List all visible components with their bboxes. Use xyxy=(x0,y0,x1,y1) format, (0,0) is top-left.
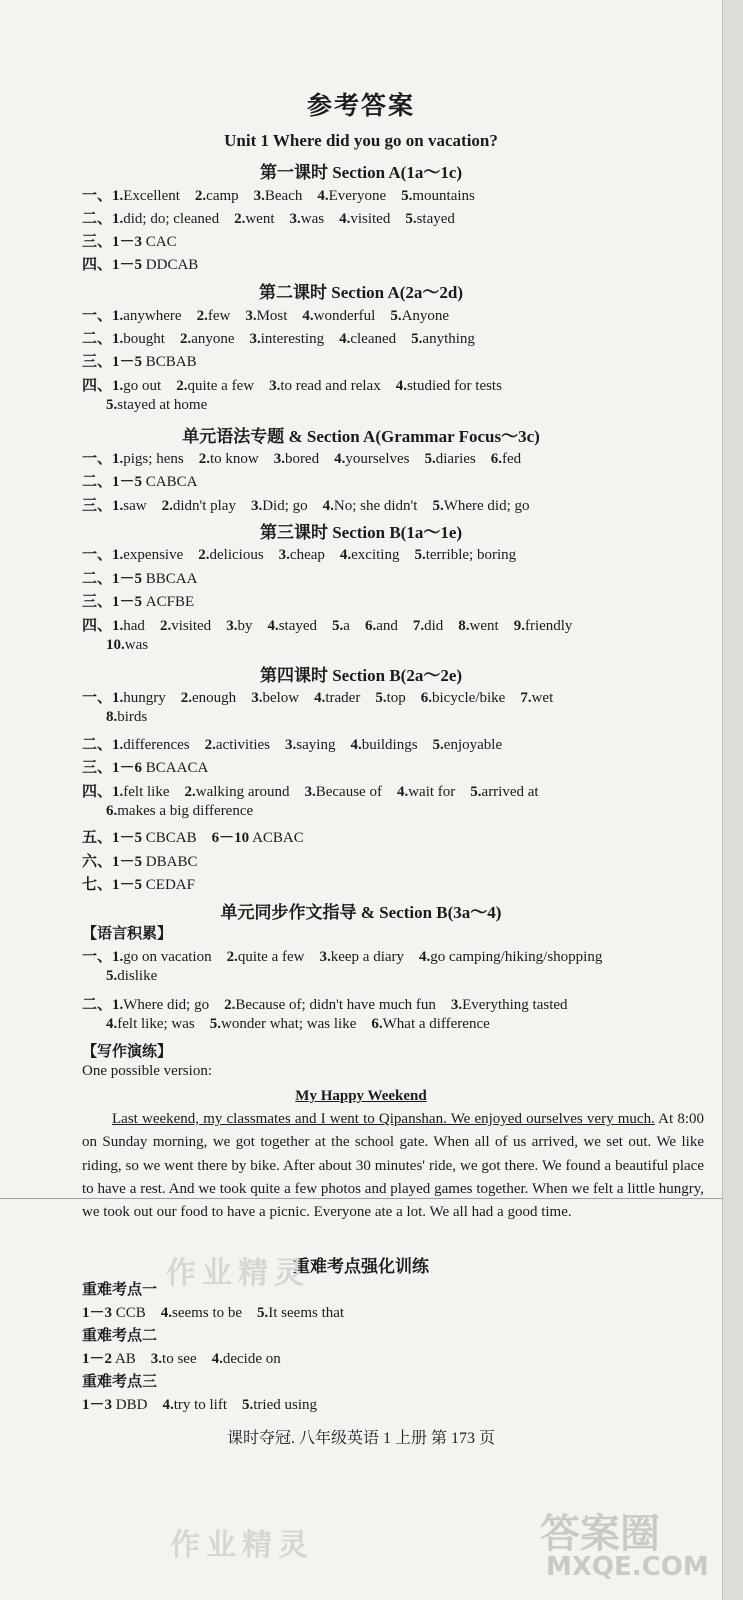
item-number: 7. xyxy=(412,618,425,634)
section-heading: 第四课时 Section B(2a～2e) xyxy=(259,666,463,685)
item-answer: stayed xyxy=(416,211,455,227)
item-answer: activities xyxy=(215,737,271,753)
item-number: 二、 xyxy=(82,211,113,227)
item-number: 7. xyxy=(520,690,532,706)
answer-line xyxy=(82,447,521,468)
item-answer: and xyxy=(376,618,398,634)
item-number: 七、 xyxy=(82,877,113,893)
item-number: 一、 xyxy=(82,451,113,467)
item-answer: seems to be xyxy=(172,1305,243,1321)
item-number: 6. xyxy=(490,451,502,467)
item-answer: felt like xyxy=(123,784,170,800)
answer-line xyxy=(106,637,148,654)
item-answer: Because of xyxy=(315,784,382,800)
unit-heading: Unit 1 Where did you go on vacation? xyxy=(224,131,498,150)
item-answer: wait for xyxy=(408,784,456,800)
item-answer: CAC xyxy=(142,234,177,250)
item-answer: few xyxy=(207,308,231,324)
section-heading: 第三课时 Section B(1a～1e) xyxy=(259,523,463,542)
item-number: 2. xyxy=(234,211,246,227)
item-number: 4. xyxy=(314,690,326,706)
answer-line xyxy=(82,230,177,251)
section-heading: 单元语法专题 & Section A(Grammar Focus～3c) xyxy=(182,427,540,446)
section-heading: 第一课时 Section A(1a～1c) xyxy=(259,163,463,182)
item-number: 一、 xyxy=(82,690,113,706)
section-heading: 单元同步作文指导 & Section B(3a～4) xyxy=(220,903,502,922)
answer-line xyxy=(82,1393,317,1414)
item-number: 六、 xyxy=(82,854,113,870)
item-number: 2. xyxy=(180,690,193,706)
item-answer: quite a few xyxy=(237,949,305,965)
answer-line xyxy=(106,968,157,985)
item-number: 三、 xyxy=(82,760,113,776)
item-number: 2. xyxy=(198,547,210,563)
item-number: 5. xyxy=(106,968,118,984)
item-answer: CBCAB xyxy=(142,830,197,846)
site-logo-url: MXQE.COM xyxy=(546,1552,709,1582)
item-number: 8. xyxy=(106,709,118,725)
item-number: 1. xyxy=(112,308,124,324)
item-answer: top xyxy=(386,690,406,706)
item-number: 5. xyxy=(411,331,423,347)
answer-line xyxy=(106,709,147,726)
item-answer: trader xyxy=(325,690,361,706)
item-number: 一、 xyxy=(82,308,113,324)
item-number: 二、 xyxy=(82,474,113,490)
item-answer: by xyxy=(237,618,253,634)
item-answer: enough xyxy=(192,690,237,706)
item-answer: differences xyxy=(123,737,190,753)
item-answer: did; do; cleaned xyxy=(123,211,220,227)
item-number: 2. xyxy=(176,378,188,394)
item-number: 1－5 xyxy=(112,877,143,893)
answer-line xyxy=(82,494,530,515)
item-answer: Everyone xyxy=(328,188,387,204)
item-answer: mountains xyxy=(412,188,475,204)
item-answer: delicious xyxy=(209,547,264,563)
item-answer: stayed xyxy=(278,618,318,634)
item-number: 5. xyxy=(414,547,426,563)
item-answer: Everything tasted xyxy=(462,997,568,1013)
answer-line xyxy=(82,614,572,635)
item-number: 1. xyxy=(112,618,124,634)
answer-line xyxy=(82,873,195,894)
essay-underlined: Last weekend, my classmates and I went to Qipanshan. We enjoyed ourselves very much. xyxy=(112,1111,655,1127)
item-answer: studied for tests xyxy=(406,378,502,394)
item-number: 3. xyxy=(245,308,257,324)
item-number: 3. xyxy=(289,211,301,227)
item-number: 5. xyxy=(375,690,387,706)
answer-line xyxy=(82,686,553,707)
item-answer: visited xyxy=(171,618,212,634)
item-answer: enjoyable xyxy=(443,737,503,753)
item-number: 2. xyxy=(161,498,173,514)
crease-line xyxy=(0,1198,722,1199)
answer-line xyxy=(106,803,253,820)
item-number: 4. xyxy=(211,1351,223,1367)
item-answer: Beach xyxy=(264,188,303,204)
item-answer: saying xyxy=(296,737,336,753)
item-number: 3. xyxy=(278,547,290,563)
item-number: 3. xyxy=(253,188,265,204)
item-answer: camp xyxy=(206,188,239,204)
answer-line xyxy=(82,470,197,491)
item-number: 4. xyxy=(317,188,329,204)
item-answer: to see xyxy=(162,1351,197,1367)
site-logo: 答案圈 xyxy=(540,1511,660,1556)
watermark-bottom: 作业精灵 xyxy=(170,1529,314,1562)
item-answer: Excellent xyxy=(123,188,180,204)
item-number: 2. xyxy=(184,784,196,800)
item-number: 6. xyxy=(371,1016,383,1032)
item-number: 三、 xyxy=(82,354,113,370)
item-number: 3. xyxy=(285,737,297,753)
answer-line xyxy=(82,993,568,1014)
item-number: 5. xyxy=(332,618,344,634)
item-answer: bought xyxy=(123,331,165,347)
item-answer: DBABC xyxy=(142,854,198,870)
item-number: 5. xyxy=(257,1305,269,1321)
item-answer: AB xyxy=(112,1351,136,1367)
item-answer: BCBAB xyxy=(142,354,197,370)
item-number: 1. xyxy=(112,737,124,753)
item-number: 1. xyxy=(112,997,124,1013)
item-answer: Where did; go xyxy=(443,498,530,514)
item-number: 4. xyxy=(396,784,409,800)
item-answer: did xyxy=(424,618,444,634)
answer-line xyxy=(82,567,197,588)
item-answer: DDCAB xyxy=(142,257,199,273)
item-number: 四、 xyxy=(82,378,113,394)
answer-line xyxy=(82,327,475,348)
subsection-label: 重难考点一 xyxy=(82,1282,158,1298)
item-number: 1. xyxy=(112,331,124,347)
item-number: 8. xyxy=(458,618,470,634)
item-number: 1－5 xyxy=(112,830,143,846)
item-answer: anyone xyxy=(191,331,235,347)
item-number: 6. xyxy=(364,618,377,634)
item-answer: tried using xyxy=(253,1397,318,1413)
essay-title: My Happy Weekend xyxy=(295,1088,427,1104)
item-answer: BBCAA xyxy=(142,571,198,587)
item-number: 3. xyxy=(319,949,331,965)
item-number: 2. xyxy=(159,618,172,634)
essay-text: At 8:00 on Sunday morning, we got together at the school gate. When all of us arrived, we set out. We like riding, so we went there by bike. After about 30 minutes' ride, we got there. We found a beautiful place to have a rest. And we took quite a few photos and played games together. When we felt a little hungry, we took out our food to have a picnic. Everyone ate a lot. We all had a good time. xyxy=(82,1111,704,1221)
item-answer: had xyxy=(123,618,145,634)
item-answer: was xyxy=(300,211,325,227)
item-answer: friendly xyxy=(524,618,573,634)
item-answer: ACFBE xyxy=(142,594,195,610)
item-answer: Anyone xyxy=(401,308,450,324)
item-answer: felt like; was xyxy=(117,1016,195,1032)
item-number: 四、 xyxy=(82,618,113,634)
item-number: 4. xyxy=(419,949,431,965)
item-answer: DBD xyxy=(112,1397,148,1413)
answer-line xyxy=(82,780,539,801)
item-answer: buildings xyxy=(361,737,418,753)
item-answer: BCAACA xyxy=(142,760,209,776)
item-number: 4. xyxy=(162,1397,174,1413)
item-number: 1－5 xyxy=(112,257,143,273)
item-number: 1. xyxy=(112,949,124,965)
page-footer: 课时夺冠. 八年级英语 1 上册 第 173 页 xyxy=(226,1430,495,1447)
item-answer: quite a few xyxy=(187,378,255,394)
item-answer: ACBAC xyxy=(249,830,304,846)
item-number: 3. xyxy=(450,997,463,1013)
item-number: 2. xyxy=(226,949,238,965)
item-number: 二、 xyxy=(82,331,113,347)
item-number: 4. xyxy=(339,331,351,347)
item-answer: go camping/hiking/shopping xyxy=(430,949,603,965)
item-number: 4. xyxy=(339,547,352,563)
item-answer: a xyxy=(343,618,350,634)
item-number: 3. xyxy=(226,618,238,634)
answer-line xyxy=(82,1347,281,1368)
item-number: 10. xyxy=(106,637,125,653)
item-answer: cleaned xyxy=(350,331,397,347)
subsection-label: 重难考点三 xyxy=(82,1374,158,1390)
subsection-label: 重难考点二 xyxy=(82,1328,158,1344)
answer-line xyxy=(82,945,602,966)
item-number: 一、 xyxy=(82,188,113,204)
item-number: 2. xyxy=(204,737,216,753)
item-number: 4. xyxy=(350,737,362,753)
item-number: 1－2 xyxy=(82,1351,113,1367)
item-answer: walking around xyxy=(195,784,290,800)
item-number: 4. xyxy=(160,1305,173,1321)
item-answer: interesting xyxy=(260,331,325,347)
item-answer: It seems that xyxy=(268,1305,345,1321)
item-number: 1－3 xyxy=(112,234,143,250)
item-number: 3. xyxy=(304,784,316,800)
item-number: 1. xyxy=(112,690,124,706)
item-answer: Where did; go xyxy=(123,997,210,1013)
item-answer: Did; go xyxy=(262,498,308,514)
item-number: 4. xyxy=(339,211,351,227)
item-number: 5. xyxy=(242,1397,254,1413)
item-number: 5. xyxy=(390,308,402,324)
section-heading: 第二课时 Section A(2a～2d) xyxy=(259,283,463,302)
item-number: 三、 xyxy=(82,498,113,514)
answer-line xyxy=(82,207,455,228)
item-number: 5. xyxy=(209,1016,221,1032)
item-number: 1－6 xyxy=(112,760,143,776)
item-number: 4. xyxy=(334,451,346,467)
item-answer: terrible; boring xyxy=(425,547,517,563)
answer-line xyxy=(82,350,197,371)
essay-intro: One possible version: xyxy=(82,1063,212,1079)
item-number: 二、 xyxy=(82,737,113,753)
item-number: 4. xyxy=(267,618,279,634)
item-number: 1－5 xyxy=(112,594,143,610)
item-answer: wonder what; was like xyxy=(220,1016,357,1032)
answer-line xyxy=(82,826,304,847)
item-answer: to know xyxy=(209,451,259,467)
watermark-top: 作业精灵 xyxy=(166,1257,310,1290)
item-number: 5. xyxy=(401,188,413,204)
item-number: 4. xyxy=(322,498,334,514)
item-number: 1. xyxy=(112,378,124,394)
item-answer: wonderful xyxy=(313,308,376,324)
answer-line xyxy=(82,253,198,274)
item-answer: Most xyxy=(256,308,288,324)
item-number: 二、 xyxy=(82,571,113,587)
item-answer: was xyxy=(124,637,149,653)
item-answer: keep a diary xyxy=(330,949,405,965)
item-answer: expensive xyxy=(123,547,184,563)
item-answer: CABCA xyxy=(142,474,198,490)
answer-line xyxy=(82,1301,344,1322)
item-answer: anywhere xyxy=(123,308,182,324)
item-number: 1－5 xyxy=(112,571,143,587)
item-number: 3. xyxy=(273,451,285,467)
item-answer: Because of; didn't have much fun xyxy=(235,997,436,1013)
item-number: 2. xyxy=(179,331,192,347)
essay-body xyxy=(82,1108,704,1224)
item-number: 3. xyxy=(150,1351,163,1367)
item-number: 1－5 xyxy=(112,354,143,370)
answer-line xyxy=(82,374,502,395)
item-answer: fed xyxy=(501,451,522,467)
item-answer: go on vacation xyxy=(123,949,212,965)
item-answer: pigs; hens xyxy=(123,451,184,467)
item-number: 4. xyxy=(302,308,314,324)
section-heading: 重难考点强化训练 xyxy=(293,1257,429,1276)
item-number: 5. xyxy=(424,451,436,467)
item-number: 5. xyxy=(432,498,444,514)
item-number: 五、 xyxy=(82,830,113,846)
item-answer: diaries xyxy=(435,451,476,467)
item-number: 1. xyxy=(112,211,124,227)
item-number: 1. xyxy=(112,547,124,563)
item-answer: arrived at xyxy=(481,784,539,800)
answer-line xyxy=(82,543,516,564)
item-answer: below xyxy=(262,690,300,706)
item-number: 3. xyxy=(269,378,281,394)
subsection-label: 【语言积累】 xyxy=(82,926,173,942)
item-number: 3. xyxy=(250,498,263,514)
item-number: 1. xyxy=(112,498,124,514)
item-answer: CEDAF xyxy=(142,877,195,893)
item-answer: bored xyxy=(284,451,320,467)
answer-line xyxy=(82,590,194,611)
item-number: 三、 xyxy=(82,594,113,610)
item-answer: anything xyxy=(422,331,475,347)
item-answer: went xyxy=(469,618,499,634)
item-number: 2. xyxy=(224,997,236,1013)
answer-line xyxy=(82,850,197,871)
item-answer: exciting xyxy=(351,547,400,563)
item-number: 四、 xyxy=(82,784,113,800)
item-answer: birds xyxy=(117,709,148,725)
answer-line xyxy=(106,1016,490,1033)
item-answer: bicycle/bike xyxy=(432,690,506,706)
item-number: 一、 xyxy=(82,949,113,965)
item-answer: try to lift xyxy=(173,1397,228,1413)
answer-line xyxy=(82,756,208,777)
item-answer: stayed at home xyxy=(117,397,208,413)
item-answer: didn't play xyxy=(172,498,236,514)
item-number: 四、 xyxy=(82,257,113,273)
subsection-label: 【写作演练】 xyxy=(82,1044,173,1060)
answer-line xyxy=(106,397,207,414)
item-answer: wet xyxy=(531,690,554,706)
item-answer: cheap xyxy=(289,547,325,563)
item-number: 5. xyxy=(470,784,482,800)
item-answer: go out xyxy=(123,378,162,394)
item-number: 1. xyxy=(112,784,124,800)
item-number: 二、 xyxy=(82,997,113,1013)
item-answer: decide on xyxy=(222,1351,281,1367)
item-answer: to read and relax xyxy=(280,378,381,394)
item-number: 5. xyxy=(106,397,118,413)
item-number: 1－5 xyxy=(112,854,143,870)
item-number: 4. xyxy=(395,378,407,394)
item-number: 1－3 xyxy=(82,1305,113,1321)
answer-line xyxy=(82,733,502,754)
item-answer: saw xyxy=(123,498,147,514)
item-number: 2. xyxy=(198,451,210,467)
item-number: 6－10 xyxy=(211,830,250,846)
item-answer: yourselves xyxy=(345,451,410,467)
item-answer: CCB xyxy=(112,1305,146,1321)
item-number: 2. xyxy=(194,188,207,204)
item-answer: No; she didn't xyxy=(333,498,418,514)
page-title: 参考答案 xyxy=(306,93,415,120)
item-number: 3. xyxy=(251,690,263,706)
item-number: 1. xyxy=(112,451,124,467)
item-number: 一、 xyxy=(82,547,113,563)
answer-line xyxy=(82,184,475,205)
item-number: 3. xyxy=(249,331,261,347)
adjacent-page-edge xyxy=(722,0,743,1600)
item-answer: went xyxy=(245,211,275,227)
item-answer: dislike xyxy=(117,968,158,984)
item-number: 2. xyxy=(196,308,208,324)
answer-line xyxy=(82,304,449,325)
item-answer: visited xyxy=(350,211,391,227)
item-answer: makes a big difference xyxy=(117,803,254,819)
item-number: 1－3 xyxy=(82,1397,113,1413)
item-number: 9. xyxy=(513,618,525,634)
item-number: 6. xyxy=(420,690,433,706)
item-number: 三、 xyxy=(82,234,113,250)
item-number: 4. xyxy=(106,1016,118,1032)
item-answer: hungry xyxy=(123,690,166,706)
item-number: 1－5 xyxy=(112,474,143,490)
item-answer: What a difference xyxy=(382,1016,490,1032)
item-number: 5. xyxy=(432,737,444,753)
item-number: 5. xyxy=(405,211,417,227)
item-number: 1. xyxy=(112,188,124,204)
item-number: 6. xyxy=(106,803,118,819)
